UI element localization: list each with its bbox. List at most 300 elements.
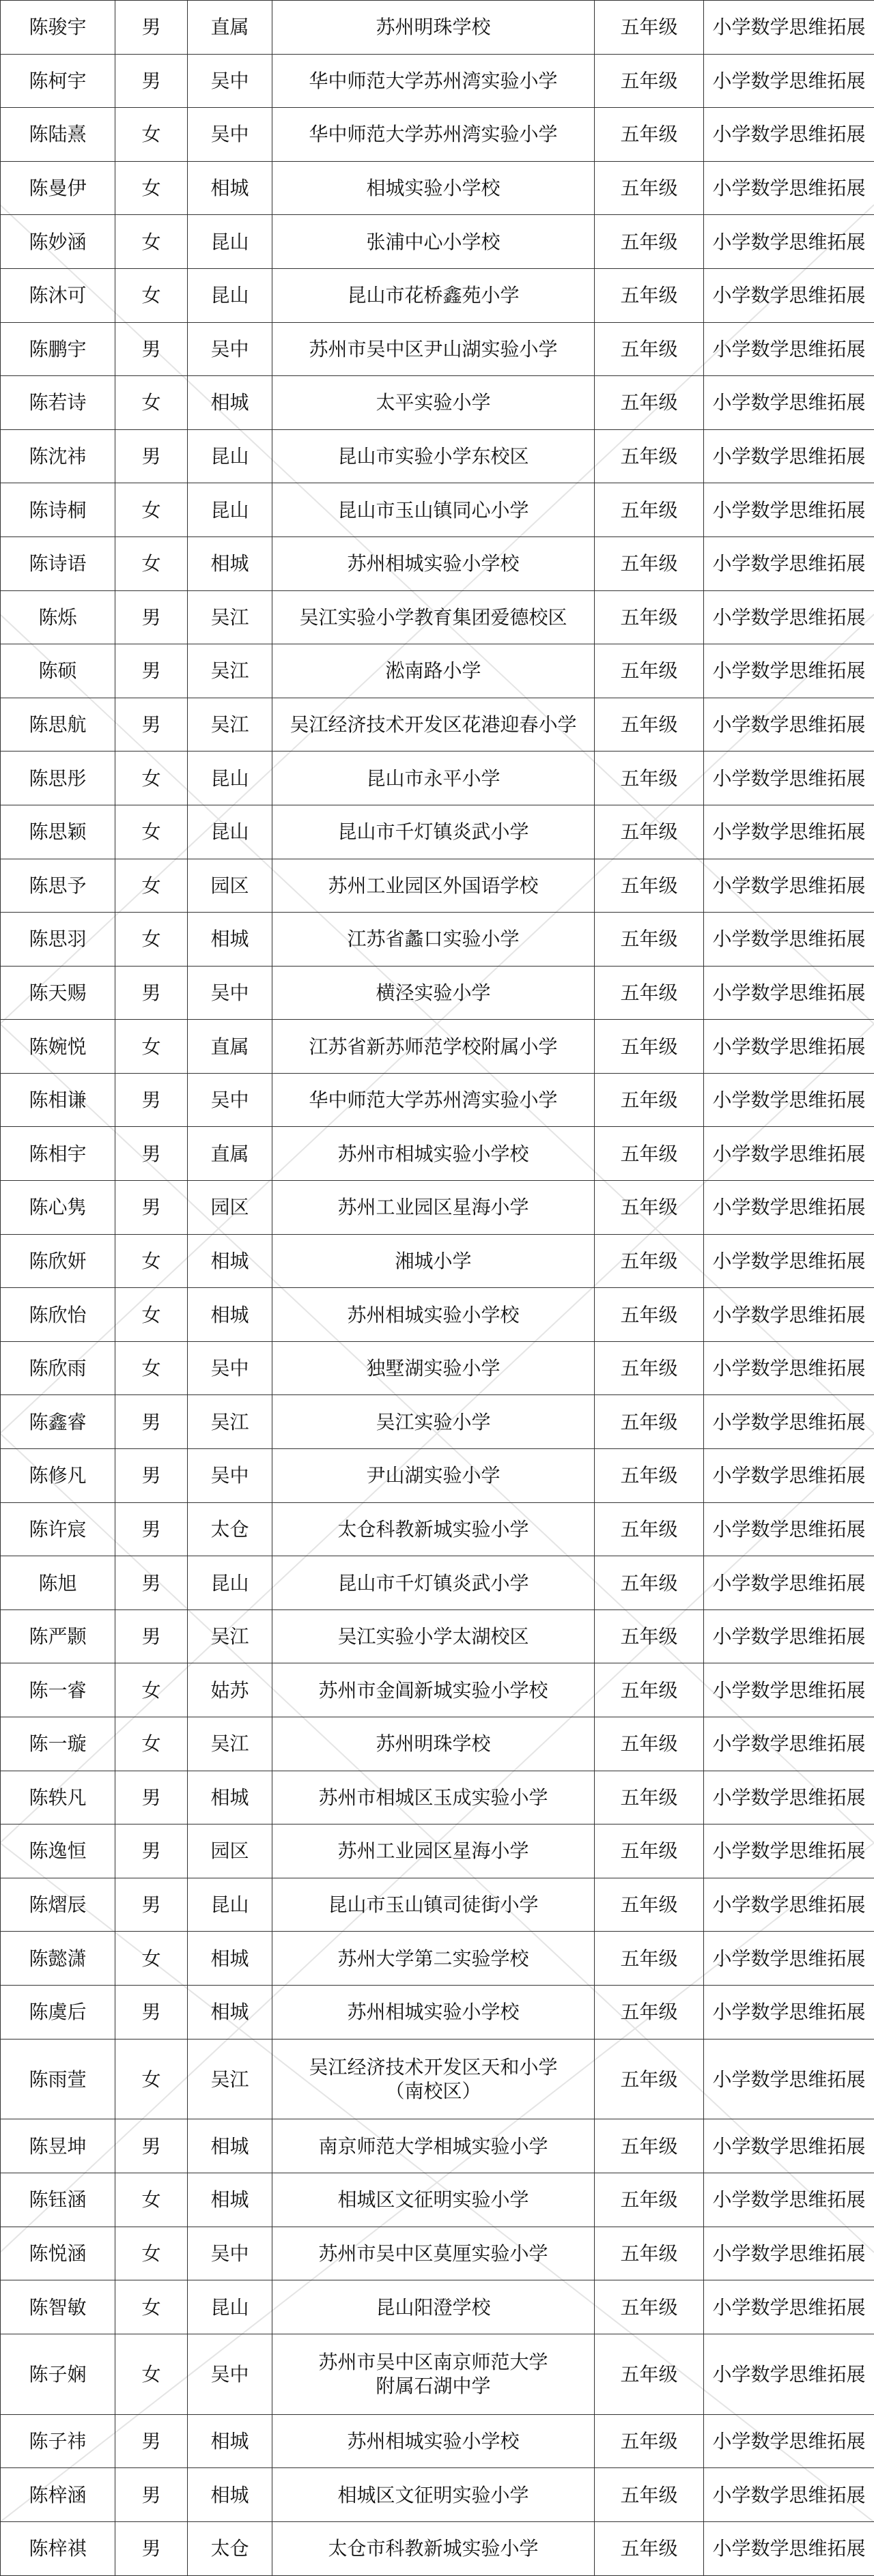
school-cell: 苏州相城实验小学校 [272, 1985, 595, 2039]
gender-cell: 女 [115, 859, 188, 913]
gender-cell: 男 [115, 1449, 188, 1503]
grade-cell: 五年级 [595, 590, 704, 644]
grade-cell: 五年级 [595, 752, 704, 805]
gender-cell: 男 [115, 698, 188, 752]
table-row [1, 1878, 874, 1932]
course-cell: 小学数学思维拓展 [704, 376, 874, 430]
school-cell: 苏州相城实验小学校 [272, 1288, 595, 1342]
table-row [1, 2280, 874, 2334]
table-row [1, 1127, 874, 1181]
grade-cell: 五年级 [595, 2227, 704, 2280]
grade-cell: 五年级 [595, 322, 704, 376]
student-name-cell: 陈熠辰 [1, 1878, 115, 1932]
school-cell: 昆山市玉山镇司徒街小学 [272, 1878, 595, 1932]
grade-cell: 五年级 [595, 2521, 704, 2575]
school-cell: 华中师范大学苏州湾实验小学 [272, 1073, 595, 1127]
roster-body [1, 1, 874, 2576]
grade-cell: 五年级 [595, 268, 704, 322]
gender-cell: 女 [115, 268, 188, 322]
course-cell: 小学数学思维拓展 [704, 322, 874, 376]
gender-cell: 男 [115, 1, 188, 55]
gender-cell: 男 [115, 1181, 188, 1235]
student-name-cell: 陈诗桐 [1, 483, 115, 537]
district-cell: 昆山 [188, 429, 272, 483]
gender-cell: 女 [115, 215, 188, 269]
school-cell: 吴江实验小学教育集团爱德校区 [272, 590, 595, 644]
student-name-cell: 陈许宸 [1, 1502, 115, 1556]
table-row [1, 1609, 874, 1663]
student-name-cell: 陈若诗 [1, 376, 115, 430]
grade-cell: 五年级 [595, 1288, 704, 1342]
grade-cell: 五年级 [595, 644, 704, 698]
gender-cell: 女 [115, 483, 188, 537]
course-cell: 小学数学思维拓展 [704, 2173, 874, 2227]
district-cell: 直属 [188, 1127, 272, 1181]
gender-cell: 男 [115, 1824, 188, 1878]
course-cell: 小学数学思维拓展 [704, 1985, 874, 2039]
table-row [1, 1771, 874, 1824]
course-cell: 小学数学思维拓展 [704, 1663, 874, 1717]
district-cell: 吴江 [188, 1717, 272, 1771]
grade-cell: 五年级 [595, 2280, 704, 2334]
table-row [1, 215, 874, 269]
district-cell: 相城 [188, 2468, 272, 2522]
school-cell: 淞南路小学 [272, 644, 595, 698]
gender-cell: 女 [115, 1234, 188, 1288]
school-cell: 苏州市吴中区莫厘实验小学 [272, 2227, 595, 2280]
course-cell: 小学数学思维拓展 [704, 1181, 874, 1235]
grade-cell: 五年级 [595, 483, 704, 537]
gender-cell: 女 [115, 1663, 188, 1717]
course-cell: 小学数学思维拓展 [704, 644, 874, 698]
school-cell: 苏州明珠学校 [272, 1717, 595, 1771]
grade-cell: 五年级 [595, 1234, 704, 1288]
district-cell: 昆山 [188, 215, 272, 269]
table-row [1, 108, 874, 162]
student-name-cell: 陈相宇 [1, 1127, 115, 1181]
school-cell: 吴江经济技术开发区花港迎春小学 [272, 698, 595, 752]
gender-cell: 女 [115, 376, 188, 430]
student-name-cell: 陈虞后 [1, 1985, 115, 2039]
district-cell: 吴江 [188, 644, 272, 698]
course-cell: 小学数学思维拓展 [704, 2521, 874, 2575]
school-cell: 尹山湖实验小学 [272, 1449, 595, 1503]
grade-cell: 五年级 [595, 805, 704, 859]
gender-cell: 女 [115, 536, 188, 590]
grade-cell: 五年级 [595, 1771, 704, 1824]
student-name-cell: 陈懿潇 [1, 1932, 115, 1986]
course-cell: 小学数学思维拓展 [704, 2119, 874, 2173]
student-name-cell: 陈曼伊 [1, 161, 115, 215]
table-row [1, 590, 874, 644]
grade-cell: 五年级 [595, 1663, 704, 1717]
school-cell: 太仓科教新城实验小学 [272, 1502, 595, 1556]
district-cell: 相城 [188, 913, 272, 967]
school-cell: 独墅湖实验小学 [272, 1341, 595, 1395]
course-cell: 小学数学思维拓展 [704, 1932, 874, 1986]
student-name-cell: 陈严颢 [1, 1609, 115, 1663]
course-cell: 小学数学思维拓展 [704, 752, 874, 805]
grade-cell: 五年级 [595, 1449, 704, 1503]
district-cell: 相城 [188, 536, 272, 590]
course-cell: 小学数学思维拓展 [704, 1127, 874, 1181]
student-name-cell: 陈修凡 [1, 1449, 115, 1503]
course-cell: 小学数学思维拓展 [704, 483, 874, 537]
table-row [1, 2119, 874, 2173]
student-name-cell: 陈沐可 [1, 268, 115, 322]
table-row [1, 1449, 874, 1503]
student-name-cell: 陈欣雨 [1, 1341, 115, 1395]
gender-cell: 女 [115, 2173, 188, 2227]
district-cell: 吴江 [188, 2039, 272, 2119]
course-cell: 小学数学思维拓展 [704, 913, 874, 967]
table-row [1, 1556, 874, 1610]
table-row [1, 1932, 874, 1986]
school-cell: 华中师范大学苏州湾实验小学 [272, 54, 595, 108]
table-row [1, 536, 874, 590]
grade-cell: 五年级 [595, 1020, 704, 1074]
course-cell: 小学数学思维拓展 [704, 1073, 874, 1127]
school-cell: 昆山市实验小学东校区 [272, 429, 595, 483]
student-name-cell: 陈欣妍 [1, 1234, 115, 1288]
district-cell: 吴中 [188, 108, 272, 162]
student-name-cell: 陈子娴 [1, 2334, 115, 2414]
district-cell: 吴中 [188, 1449, 272, 1503]
district-cell: 吴中 [188, 54, 272, 108]
district-cell: 吴中 [188, 1073, 272, 1127]
district-cell: 姑苏 [188, 1663, 272, 1717]
gender-cell: 男 [115, 590, 188, 644]
grade-cell: 五年级 [595, 1556, 704, 1610]
student-name-cell: 陈烁 [1, 590, 115, 644]
gender-cell: 女 [115, 1932, 188, 1986]
course-cell: 小学数学思维拓展 [704, 2280, 874, 2334]
grade-cell: 五年级 [595, 536, 704, 590]
student-name-cell: 陈相谦 [1, 1073, 115, 1127]
district-cell: 吴江 [188, 590, 272, 644]
gender-cell: 男 [115, 1771, 188, 1824]
course-cell: 小学数学思维拓展 [704, 1717, 874, 1771]
course-cell: 小学数学思维拓展 [704, 268, 874, 322]
school-cell: 华中师范大学苏州湾实验小学 [272, 108, 595, 162]
school-cell: 苏州市吴中区南京师范大学 附属石湖中学 [272, 2334, 595, 2414]
gender-cell: 女 [115, 913, 188, 967]
course-cell: 小学数学思维拓展 [704, 1, 874, 55]
course-cell: 小学数学思维拓展 [704, 1556, 874, 1610]
district-cell: 相城 [188, 1932, 272, 1986]
grade-cell: 五年级 [595, 1, 704, 55]
district-cell: 吴江 [188, 1609, 272, 1663]
student-name-cell: 陈妙涵 [1, 215, 115, 269]
district-cell: 相城 [188, 161, 272, 215]
grade-cell: 五年级 [595, 698, 704, 752]
school-cell: 吴江实验小学太湖校区 [272, 1609, 595, 1663]
table-row [1, 1663, 874, 1717]
district-cell: 太仓 [188, 1502, 272, 1556]
course-cell: 小学数学思维拓展 [704, 215, 874, 269]
student-name-cell: 陈硕 [1, 644, 115, 698]
gender-cell: 男 [115, 1395, 188, 1449]
gender-cell: 女 [115, 2280, 188, 2334]
table-row [1, 268, 874, 322]
table-row [1, 1181, 874, 1235]
grade-cell: 五年级 [595, 1878, 704, 1932]
student-name-cell: 陈鑫睿 [1, 1395, 115, 1449]
grade-cell: 五年级 [595, 1985, 704, 2039]
school-cell: 横泾实验小学 [272, 966, 595, 1020]
student-name-cell: 陈钰涵 [1, 2173, 115, 2227]
course-cell: 小学数学思维拓展 [704, 536, 874, 590]
gender-cell: 女 [115, 1717, 188, 1771]
gender-cell: 女 [115, 108, 188, 162]
table-row [1, 161, 874, 215]
school-cell: 江苏省新苏师范学校附属小学 [272, 1020, 595, 1074]
course-cell: 小学数学思维拓展 [704, 1771, 874, 1824]
grade-cell: 五年级 [595, 1073, 704, 1127]
district-cell: 吴中 [188, 966, 272, 1020]
student-name-cell: 陈鹏宇 [1, 322, 115, 376]
district-cell: 相城 [188, 1771, 272, 1824]
grade-cell: 五年级 [595, 1932, 704, 1986]
table-row [1, 698, 874, 752]
gender-cell: 女 [115, 752, 188, 805]
table-row [1, 1288, 874, 1342]
course-cell: 小学数学思维拓展 [704, 805, 874, 859]
table-row [1, 1824, 874, 1878]
student-name-cell: 陈柯宇 [1, 54, 115, 108]
grade-cell: 五年级 [595, 2414, 704, 2468]
school-cell: 吴江实验小学 [272, 1395, 595, 1449]
course-cell: 小学数学思维拓展 [704, 1288, 874, 1342]
student-name-cell: 陈逸恒 [1, 1824, 115, 1878]
table-row [1, 2468, 874, 2522]
grade-cell: 五年级 [595, 54, 704, 108]
grade-cell: 五年级 [595, 161, 704, 215]
school-cell: 苏州工业园区星海小学 [272, 1824, 595, 1878]
school-cell: 苏州市相城实验小学校 [272, 1127, 595, 1181]
school-cell: 太仓市科教新城实验小学 [272, 2521, 595, 2575]
course-cell: 小学数学思维拓展 [704, 2468, 874, 2522]
student-name-cell: 陈梓祺 [1, 2521, 115, 2575]
grade-cell: 五年级 [595, 429, 704, 483]
school-cell: 苏州工业园区外国语学校 [272, 859, 595, 913]
district-cell: 相城 [188, 1288, 272, 1342]
table-row [1, 644, 874, 698]
table-row [1, 1234, 874, 1288]
table-row [1, 2227, 874, 2280]
table-row [1, 2039, 874, 2119]
school-cell: 苏州市金阊新城实验小学校 [272, 1663, 595, 1717]
course-cell: 小学数学思维拓展 [704, 161, 874, 215]
table-row [1, 2414, 874, 2468]
district-cell: 吴中 [188, 2334, 272, 2414]
gender-cell: 女 [115, 2334, 188, 2414]
student-name-cell: 陈梓涵 [1, 2468, 115, 2522]
school-cell: 苏州大学第二实验学校 [272, 1932, 595, 1986]
gender-cell: 女 [115, 2039, 188, 2119]
school-cell: 苏州工业园区星海小学 [272, 1181, 595, 1235]
district-cell: 吴中 [188, 2227, 272, 2280]
district-cell: 直属 [188, 1, 272, 55]
student-name-cell: 陈思颖 [1, 805, 115, 859]
table-row [1, 1395, 874, 1449]
gender-cell: 男 [115, 644, 188, 698]
table-row [1, 429, 874, 483]
gender-cell: 男 [115, 2468, 188, 2522]
grade-cell: 五年级 [595, 966, 704, 1020]
grade-cell: 五年级 [595, 2039, 704, 2119]
table-row [1, 805, 874, 859]
school-cell: 昆山市千灯镇炎武小学 [272, 805, 595, 859]
grade-cell: 五年级 [595, 1127, 704, 1181]
course-cell: 小学数学思维拓展 [704, 1234, 874, 1288]
district-cell: 相城 [188, 376, 272, 430]
grade-cell: 五年级 [595, 913, 704, 967]
course-cell: 小学数学思维拓展 [704, 1878, 874, 1932]
grade-cell: 五年级 [595, 1181, 704, 1235]
student-name-cell: 陈昱坤 [1, 2119, 115, 2173]
grade-cell: 五年级 [595, 2334, 704, 2414]
school-cell: 昆山市永平小学 [272, 752, 595, 805]
gender-cell: 女 [115, 1020, 188, 1074]
gender-cell: 男 [115, 2119, 188, 2173]
student-name-cell: 陈陆熹 [1, 108, 115, 162]
course-cell: 小学数学思维拓展 [704, 2039, 874, 2119]
district-cell: 太仓 [188, 2521, 272, 2575]
table-row [1, 54, 874, 108]
district-cell: 昆山 [188, 1556, 272, 1610]
student-name-cell: 陈欣怡 [1, 1288, 115, 1342]
table-row [1, 1502, 874, 1556]
student-name-cell: 陈沈祎 [1, 429, 115, 483]
grade-cell: 五年级 [595, 2119, 704, 2173]
student-name-cell: 陈悦涵 [1, 2227, 115, 2280]
grade-cell: 五年级 [595, 1717, 704, 1771]
course-cell: 小学数学思维拓展 [704, 698, 874, 752]
school-cell: 昆山市玉山镇同心小学 [272, 483, 595, 537]
gender-cell: 女 [115, 161, 188, 215]
gender-cell: 男 [115, 1985, 188, 2039]
district-cell: 相城 [188, 2414, 272, 2468]
district-cell: 吴江 [188, 1395, 272, 1449]
grade-cell: 五年级 [595, 108, 704, 162]
school-cell: 相城区文征明实验小学 [272, 2468, 595, 2522]
gender-cell: 男 [115, 966, 188, 1020]
student-name-cell: 陈一睿 [1, 1663, 115, 1717]
table-row [1, 376, 874, 430]
district-cell: 相城 [188, 1985, 272, 2039]
table-row [1, 2521, 874, 2575]
district-cell: 直属 [188, 1020, 272, 1074]
school-cell: 苏州相城实验小学校 [272, 536, 595, 590]
grade-cell: 五年级 [595, 1502, 704, 1556]
table-row [1, 1073, 874, 1127]
table-row [1, 913, 874, 967]
gender-cell: 女 [115, 1288, 188, 1342]
course-cell: 小学数学思维拓展 [704, 1020, 874, 1074]
student-name-cell: 陈思航 [1, 698, 115, 752]
school-cell: 苏州相城实验小学校 [272, 2414, 595, 2468]
gender-cell: 男 [115, 54, 188, 108]
school-cell: 江苏省蠡口实验小学 [272, 913, 595, 967]
course-cell: 小学数学思维拓展 [704, 2414, 874, 2468]
district-cell: 相城 [188, 2119, 272, 2173]
district-cell: 相城 [188, 1234, 272, 1288]
gender-cell: 男 [115, 322, 188, 376]
district-cell: 昆山 [188, 1878, 272, 1932]
grade-cell: 五年级 [595, 2173, 704, 2227]
school-cell: 相城实验小学校 [272, 161, 595, 215]
district-cell: 吴江 [188, 698, 272, 752]
table-row [1, 1985, 874, 2039]
course-cell: 小学数学思维拓展 [704, 1449, 874, 1503]
gender-cell: 女 [115, 1341, 188, 1395]
school-cell: 昆山阳澄学校 [272, 2280, 595, 2334]
district-cell: 园区 [188, 1181, 272, 1235]
school-cell: 太平实验小学 [272, 376, 595, 430]
student-name-cell: 陈思羽 [1, 913, 115, 967]
gender-cell: 男 [115, 1502, 188, 1556]
gender-cell: 男 [115, 1127, 188, 1181]
district-cell: 园区 [188, 1824, 272, 1878]
student-name-cell: 陈诗语 [1, 536, 115, 590]
table-row [1, 2334, 874, 2414]
school-cell: 张浦中心小学校 [272, 215, 595, 269]
table-row [1, 483, 874, 537]
gender-cell: 女 [115, 805, 188, 859]
district-cell: 吴中 [188, 1341, 272, 1395]
grade-cell: 五年级 [595, 1609, 704, 1663]
course-cell: 小学数学思维拓展 [704, 859, 874, 913]
student-name-cell: 陈骏宇 [1, 1, 115, 55]
table-row [1, 2173, 874, 2227]
student-name-cell: 陈旭 [1, 1556, 115, 1610]
school-cell: 南京师范大学相城实验小学 [272, 2119, 595, 2173]
school-cell: 昆山市花桥鑫苑小学 [272, 268, 595, 322]
grade-cell: 五年级 [595, 1341, 704, 1395]
grade-cell: 五年级 [595, 2468, 704, 2522]
course-cell: 小学数学思维拓展 [704, 1824, 874, 1878]
gender-cell: 男 [115, 429, 188, 483]
course-cell: 小学数学思维拓展 [704, 54, 874, 108]
table-row [1, 859, 874, 913]
gender-cell: 男 [115, 2521, 188, 2575]
student-name-cell: 陈婉悦 [1, 1020, 115, 1074]
gender-cell: 男 [115, 2414, 188, 2468]
table-row [1, 1717, 874, 1771]
student-name-cell: 陈雨萱 [1, 2039, 115, 2119]
student-name-cell: 陈思彤 [1, 752, 115, 805]
table-row [1, 966, 874, 1020]
student-name-cell: 陈智敏 [1, 2280, 115, 2334]
school-cell: 相城区文征明实验小学 [272, 2173, 595, 2227]
course-cell: 小学数学思维拓展 [704, 1395, 874, 1449]
gender-cell: 男 [115, 1609, 188, 1663]
course-cell: 小学数学思维拓展 [704, 1341, 874, 1395]
course-cell: 小学数学思维拓展 [704, 590, 874, 644]
district-cell: 园区 [188, 859, 272, 913]
school-cell: 苏州明珠学校 [272, 1, 595, 55]
gender-cell: 男 [115, 1556, 188, 1610]
school-cell: 昆山市千灯镇炎武小学 [272, 1556, 595, 1610]
school-cell: 吴江经济技术开发区天和小学 （南校区） [272, 2039, 595, 2119]
table-row [1, 1020, 874, 1074]
gender-cell: 男 [115, 1878, 188, 1932]
gender-cell: 男 [115, 1073, 188, 1127]
course-cell: 小学数学思维拓展 [704, 2334, 874, 2414]
course-cell: 小学数学思维拓展 [704, 1502, 874, 1556]
student-name-cell: 陈思予 [1, 859, 115, 913]
